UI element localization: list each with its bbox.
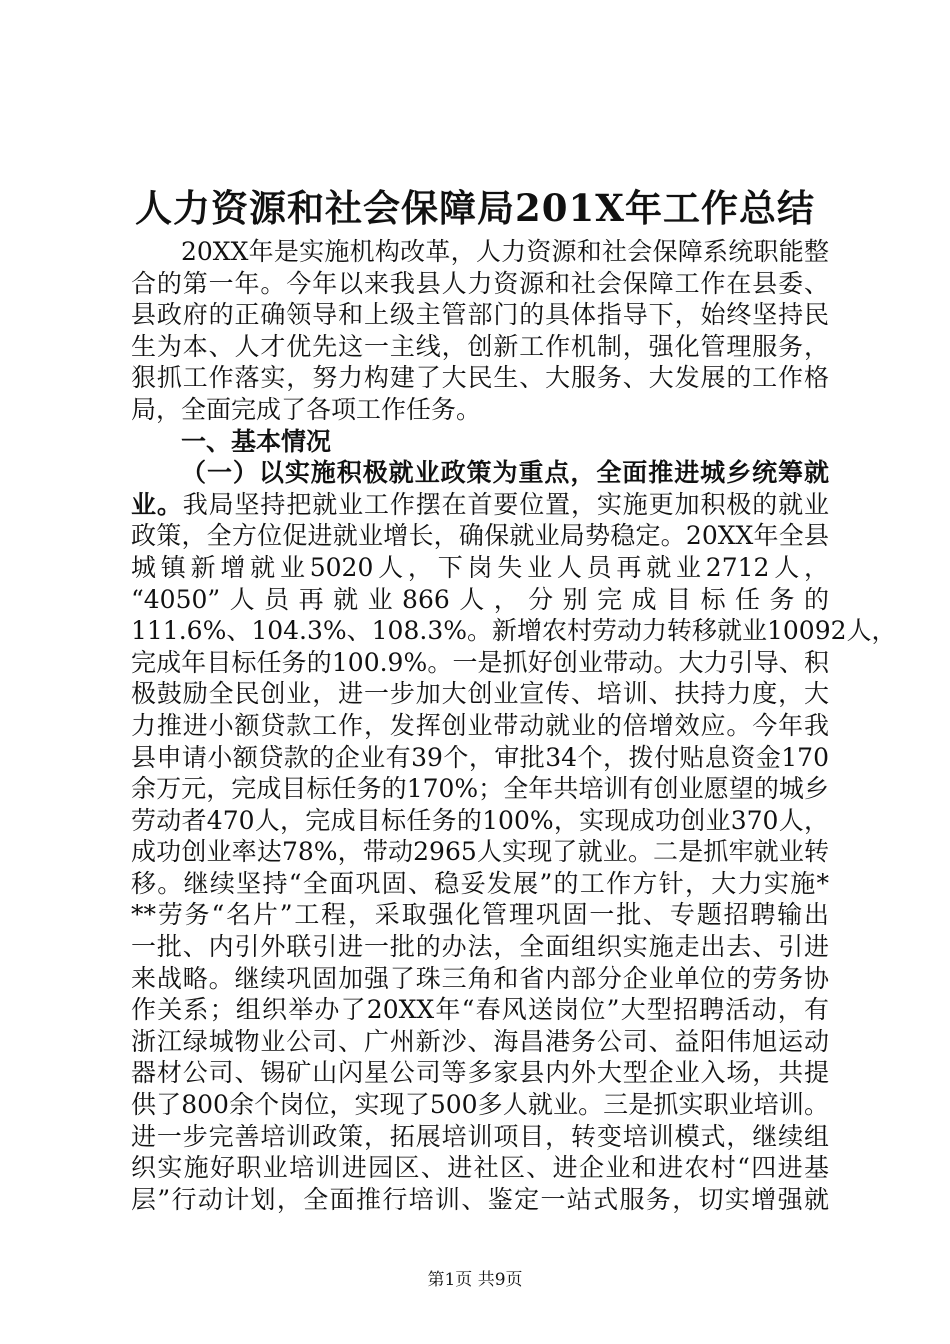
paragraph-line: 合的第一年。今年以来我县人力资源和社会保障工作在县委、 <box>131 268 829 298</box>
paragraph-line: 完成年目标任务的100.9%。一是抓好创业带动。大力引导、积 <box>131 647 829 677</box>
paragraph-line: 移。继续坚持“全面巩固、稳妥发展”的工作方针，大力实施* <box>131 868 829 898</box>
page-footer: 第1页 共9页 <box>427 1270 523 1290</box>
paragraph-line: 余万元，完成目标任务的170%；全年共培训有创业愿望的城乡 <box>131 774 829 804</box>
paragraph-line <box>131 489 829 521</box>
paragraph-line: 成功创业率达78%，带动2965人实现了就业。二是抓牢就业转 <box>131 837 829 867</box>
paragraph-line: 力推进小额贷款工作，发挥创业带动就业的倍增效应。今年我 <box>131 710 829 740</box>
paragraph-line: **劳务“名片”工程，采取强化管理巩固一批、专题招聘输出 <box>131 900 829 930</box>
paragraph-line: 县政府的正确领导和上级主管部门的具体指导下，始终坚持民 <box>131 300 829 330</box>
section-heading: 一、基本情况 <box>181 426 332 456</box>
paragraph-line: 局，全面完成了各项工作任务。 <box>131 394 482 424</box>
paragraph-text: 我局坚持把就业工作摆在首要位置，实施更加积极的就业 <box>182 489 829 519</box>
paragraph-line: 县申请小额贷款的企业有39个，审批34个，拨付贴息资金170 <box>131 742 829 772</box>
paragraph-line: 20XX年是实施机构改革，人力资源和社会保障系统职能整 <box>181 237 829 266</box>
document-title: 人力资源和社会保障局201X年工作总结 <box>135 186 815 230</box>
paragraph-line: 狠抓工作落实，努力构建了大民生、大服务、大发展的工作格 <box>131 363 829 393</box>
paragraph-line: 来战略。继续巩固加强了珠三角和省内部分企业单位的劳务协 <box>131 963 829 993</box>
paragraph-line: 层”行动计划，全面推行培训、鉴定一站式服务，切实增强就 <box>131 1184 829 1214</box>
document-body <box>131 236 897 1215</box>
paragraph-line: 浙江绿城物业公司、广州新沙、海昌港务公司、益阳伟旭运动 <box>131 1026 829 1056</box>
paragraph-line: 极鼓励全民创业，进一步加大创业宣传、培训、扶持力度，大 <box>131 679 829 709</box>
paragraph-line: 城镇新增就业5020人，下岗失业人员再就业2712人， <box>131 552 829 582</box>
paragraph-line: 劳动者470人，完成目标任务的100%，实现成功创业370人， <box>131 805 829 835</box>
paragraph-line: 111.6%、104.3%、108.3%。新增农村劳动力转移就业10092人， <box>131 616 897 646</box>
paragraph-line: “4050”人员再就业866人，分别完成目标任务的 <box>131 584 829 614</box>
paragraph-line: 进一步完善培训政策，拓展培训项目，转变培训模式，继续组 <box>131 1121 829 1151</box>
paragraph-line: 器材公司、锡矿山闪星公司等多家县内外大型企业入场，共提 <box>131 1058 829 1088</box>
paragraph-line: 织实施好职业培训进园区、进社区、进企业和进农村“四进基 <box>131 1153 829 1183</box>
paragraph-line: 政策，全方位促进就业增长，确保就业局势稳定。20XX年全县 <box>131 521 829 551</box>
subsection-heading: （一）以实施积极就业政策为重点，全面推进城乡统筹就 <box>181 458 829 488</box>
paragraph-line: 一批、内引外联引进一批的办法，全面组织实施走出去、引进 <box>131 932 829 962</box>
paragraph-line: 供了800余个岗位，实现了500多人就业。三是抓实职业培训。 <box>131 1090 829 1120</box>
paragraph-line: 生为本、人才优先这一主线，创新工作机制，强化管理服务， <box>131 331 829 361</box>
subsection-heading-end: 业。 <box>131 489 183 519</box>
paragraph-line: 作关系；组织举办了20XX年“春风送岗位”大型招聘活动，有 <box>131 995 829 1025</box>
